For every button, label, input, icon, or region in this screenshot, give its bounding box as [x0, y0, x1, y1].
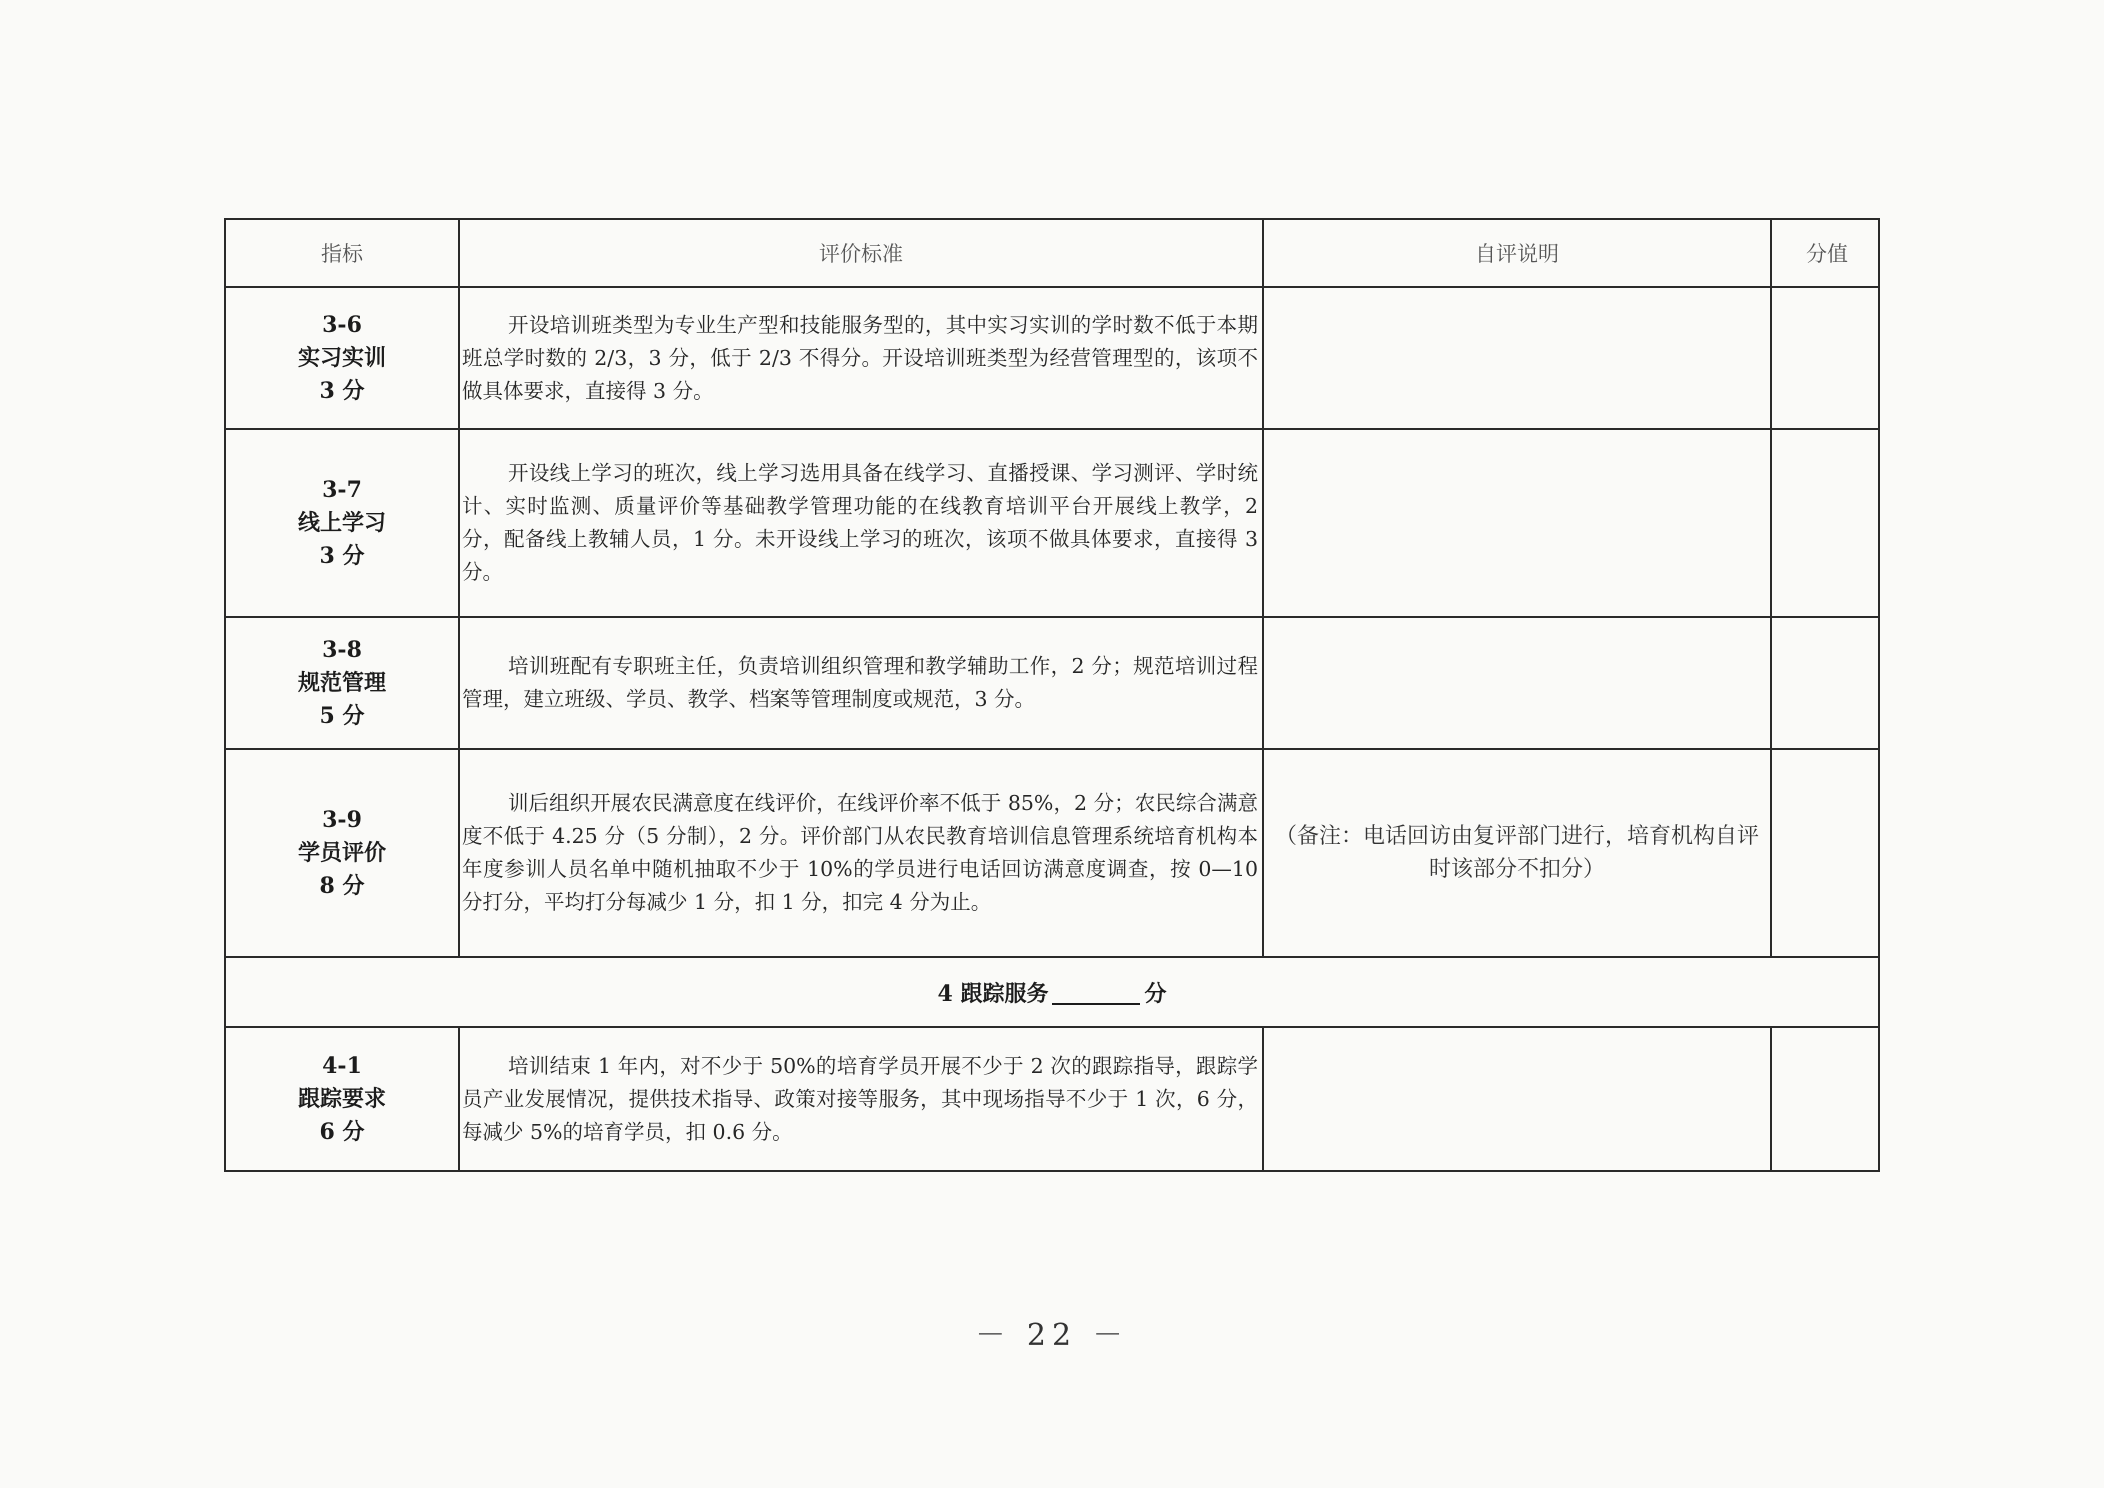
criteria-text: 培训班配有专职班主任，负责培训组织管理和教学辅助工作，2 分；规范培训过程管理，建立班级、学员、教学、档案等管理制度或规范，3 分。 — [462, 654, 1258, 711]
indicator-points: 6 分 — [319, 1118, 365, 1145]
indicator-name: 实习实训 — [297, 344, 386, 371]
indicator-code: 3-6 — [322, 311, 362, 338]
indicator-cell — [226, 750, 460, 956]
criteria-cell — [460, 288, 1264, 428]
indicator-cell — [226, 288, 460, 428]
header-indicator: 指标 — [226, 220, 460, 286]
criteria-text: 开设培训班类型为专业生产型和技能服务型的，其中实习实训的学时数不低于本期班总学时数的 2/3，3 分，低于 2/3 不得分。开设培训班类型为经营管理型的，该项不做具体要求，直接得 3 分。 — [462, 312, 1258, 403]
score-blank-line — [1052, 979, 1140, 1005]
table-row — [226, 618, 1878, 750]
table-header-row — [226, 220, 1878, 288]
indicator-name: 跟踪要求 — [297, 1085, 386, 1112]
indicator-cell — [226, 430, 460, 616]
criteria-cell — [460, 618, 1264, 748]
page-number: － 22 － — [975, 1318, 1129, 1353]
header-criteria: 评价标准 — [460, 220, 1264, 286]
criteria-text: 培训结束 1 年内，对不少于 50%的培育学员开展不少于 2 次的跟踪指导，跟踪学员产业发展情况，提供技术指导、政策对接等服务，其中现场指导不少于 1 次，6 分，每减少 5%的培育学员，扣 0.6 分。 — [462, 1053, 1258, 1144]
table-row — [226, 430, 1878, 618]
evaluation-table — [224, 218, 1880, 1172]
criteria-cell — [460, 750, 1264, 956]
indicator-points: 3 分 — [319, 542, 365, 569]
score-cell — [1772, 1028, 1882, 1170]
indicator-cell — [226, 618, 460, 748]
self-evaluation-cell — [1264, 288, 1772, 428]
indicator-name: 学员评价 — [297, 839, 386, 866]
criteria-text: 训后组织开展农民满意度在线评价，在线评价率不低于 85%，2 分；农民综合满意度不低于 4.25 分（5 分制），2 分。评价部门从农民教育培训信息管理系统培育机构本年度参训人员名单中随机抽取不少于 10%的学员进行电话回访满意度调查，按 0—10 分打分，平均打分每减少 1 分，扣 1 分，扣完 4 分为止。 — [462, 791, 1258, 914]
indicator-code: 3-7 — [322, 476, 362, 503]
indicator-code: 4-1 — [322, 1052, 362, 1079]
score-cell — [1772, 430, 1882, 616]
criteria-cell — [460, 1028, 1264, 1170]
header-score: 分值 — [1806, 242, 1848, 266]
table-row — [226, 288, 1878, 430]
self-evaluation-cell — [1264, 618, 1772, 748]
indicator-cell — [226, 1028, 460, 1170]
self-evaluation-cell: （备注：电话回访由复评部门进行，培育机构自评时该部分不扣分） — [1264, 750, 1772, 956]
indicator-name: 线上学习 — [297, 509, 386, 536]
indicator-code: 3-8 — [322, 636, 362, 663]
table-row — [226, 1028, 1878, 1170]
table-row — [226, 750, 1878, 958]
criteria-text: 开设线上学习的班次，线上学习选用具备在线学习、直播授课、学习测评、学时统计、实时监测、质量评价等基础教学管理功能的在线教育培训平台开展线上教学，2 分，配备线上教辅人员，1 分。未开设线上学习的班次，该项不做具体要求，直接得 3 分。 — [462, 461, 1258, 584]
header-self-evaluation: 自评说明 — [1264, 220, 1772, 286]
criteria-cell — [460, 430, 1264, 616]
indicator-points: 3 分 — [319, 377, 365, 404]
score-cell — [1772, 750, 1882, 956]
indicator-points: 8 分 — [319, 872, 365, 899]
section-heading-row — [226, 958, 1878, 1028]
score-cell — [1772, 288, 1882, 428]
self-evaluation-cell — [1264, 430, 1772, 616]
score-cell — [1772, 618, 1882, 748]
indicator-code: 3-9 — [322, 806, 362, 833]
section-suffix: 分 — [1144, 980, 1167, 1007]
indicator-name: 规范管理 — [297, 669, 386, 696]
indicator-points: 5 分 — [319, 702, 365, 729]
self-evaluation-cell — [1264, 1028, 1772, 1170]
section-title: 4 跟踪服务 — [937, 980, 1049, 1007]
